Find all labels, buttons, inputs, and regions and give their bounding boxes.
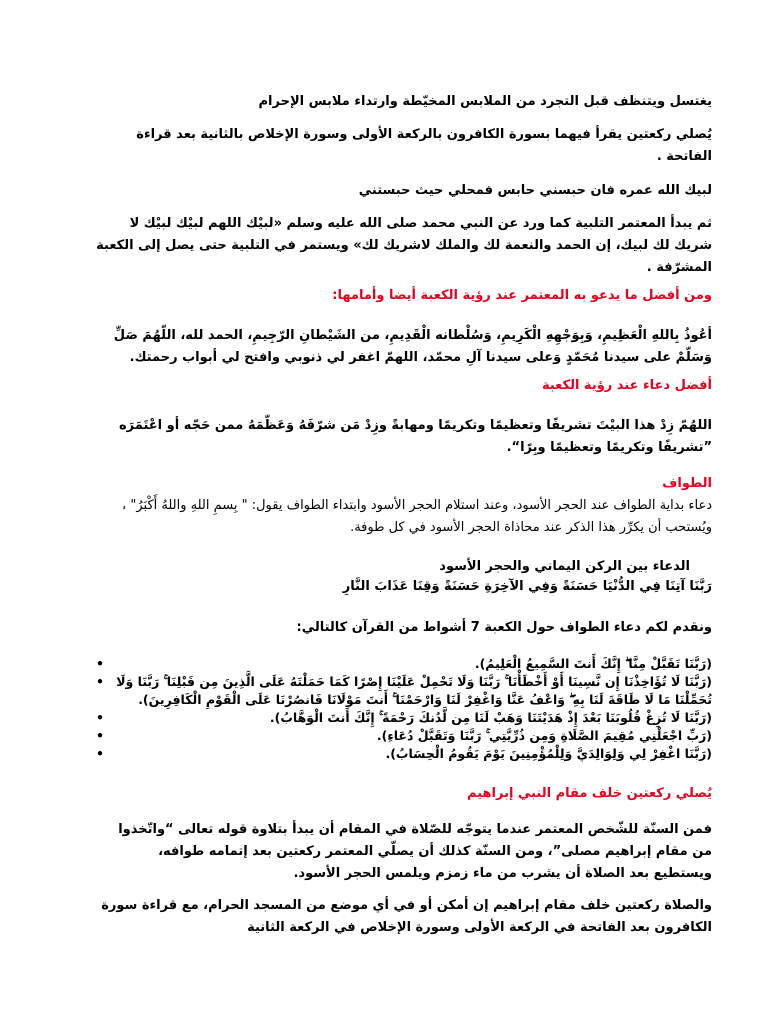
bullet-icon: • xyxy=(96,728,104,743)
list-item: • (رَبَّنَا تَقَبَّلْ مِنَّا ۖ إِنَّكَ أَنتَ السَّمِيعُ الْعَلِيمُ). xyxy=(96,656,712,671)
paragraph-tawaf-start: دعاء بداية الطواف عند الحجر الأسود، وعند استلام الحجر الأسود وابتداء الطواف يقول: " بِسمِ اللهِ واللهُ أَكْبَرُ" ، ويُستحب أن يكرِّر هذا الذكر عند محاذاة الحجر الأسود في كل طوفة. xyxy=(122,498,712,535)
bullet-icon: • xyxy=(96,674,104,689)
list-item: • (رَبِّ اجْعَلْنِي مُقِيمَ الصَّلَاةِ وَمِن ذُرِّيَّتِي ۚ رَبَّنَا وَتَقَبَّلْ دُعَاءِ). xyxy=(96,728,712,743)
paragraph-ghusl: يغتسل ويتنظف قبل التجرد من الملابس المخيّطة وارتداء ملابس الإحرام xyxy=(258,94,712,109)
paragraph-two-rakaat-maqam: والصلاة ركعتين خلف مقام إبراهيم إن أمكن أو في أي موضع من المسجد الحرام، مع قراءة سورة الكافرون بعد الفاتحة في الركعة الأولى وسورة الإخلاص في الركعة الثانية xyxy=(101,898,712,935)
paragraph-allahumma-zid: اللهُمّ زِدْ هذا البيْتَ تشريفًا وتعظيمًا وتكريمًا ومهابةً وزِدْ مَن شرّفَهُ وَعَظّمَهُ ممن حَجّه أو اعْتَمَرَه ”تشريفًا وتكريمًا وتعظيمًا وبِرًا“. xyxy=(119,418,712,455)
heading-tawaf: الطواف xyxy=(662,476,712,491)
paragraph-aoudhu: أعُوذُ بِاللهِ الْعَظِيمِ، وَبِوَجْهِهِ الْكَرِيمِ، وَسُلْطانه الْقَدِيمِ، من الشَيْطانِ الرّجِيمِ، الحمد لله، اللّهُمَ صَلِّ وَسَلّمْ على سيدنا مُحَمّدٍ وَعلى سيدنا آلِ محمّد، اللهمّ اغفر لي ذنوبي وافتح لي أبواب رحمتك. xyxy=(113,328,712,365)
heading-maqam-ibrahim: يُصلي ركعتين خلف مقام النبي إبراهيم xyxy=(467,786,712,801)
list-item: • (رَبَّنَا لَا تُؤَاخِذْنَا إِن نَّسِينَا أَوْ أَخْطَأْنَا ۚ رَبَّنَا وَلَا تَحْمِلْ عَلَيْنَا إِصْرًا كَمَا حَمَلْتَهُ عَلَى الَّذِينَ مِن قَبْلِنَا ۚ رَبَّنَا وَلَا تُحَمِّلْنَا مَا لَا طَاقَةَ لَنَا بِهِ ۖ وَاعْفُ عَنَّا وَاغْفِرْ لَنَا وَارْحَمْنَا ۚ أَنتَ مَوْلَانَا فَانصُرْنَا عَلَى الْقَوْمِ الْكَافِرِينَ). xyxy=(96,674,712,707)
heading-kaaba-dua: أفضل دعاء عند رؤية الكعبة xyxy=(541,378,712,393)
bullet-icon: • xyxy=(96,746,104,761)
paragraph-tawaf-seven: ونقدم لكم دعاء الطواف حول الكعبة 7 أشواط من القرآن كالتالي: xyxy=(296,620,712,635)
paragraph-rabbana-atina: رَبَّنَا آتِنَا فِي الدُّنْيَا حَسَنَةً وَفِي الآخِرَةِ حَسَنَةً وَقِنَا عَذَابَ النَّارِ xyxy=(342,579,712,594)
heading-best-dua: ومن أفضل ما يدعو به المعتمر عند رؤية الكعبة أيضا وأمامها: xyxy=(332,288,712,303)
bullet-icon: • xyxy=(96,656,104,671)
paragraph-two-rakaat: يُصلي ركعتين يقرأ فيهما بسورة الكافرون بالركعة الأولى وسورة الإخلاص بالثانية بعد قراءة الفاتحة . xyxy=(136,127,712,164)
document-page xyxy=(96,76,712,939)
dua-list xyxy=(96,655,712,763)
paragraph-yamani-title: الدعاء بين الركن اليماني والحجر الأسود xyxy=(439,559,690,574)
bullet-icon: • xyxy=(96,710,104,725)
paragraph-sunnah-maqam: فمن السنّة للشّخص المعتمر عندما يتوجّه للصّلاة في المقام أن يبدأ بتلاوة قوله تعالى “واتّخذوا من مقام إبراهيم مصلى”، ومن السنّة كذلك أن يصلّي المعتمر ركعتين بعد إتمامه طوافه، ويستطيع بعد الصلاة أن يشرب من ماء زمزم ويلمس الحجر الأسود. xyxy=(118,822,712,881)
paragraph-talbiyah: ثم يبدأ المعتمر التلبية كما ورد عن النبي محمد صلى الله عليه وسلم «لبيْك اللهم لبيْك لبيْك لا شريك لك لبيك، إن الحمد والنعمة لك والملك لاشريك لك» ويستمر في التلبية حتى يصل إلى الكعبة المشرّفة . xyxy=(96,216,712,275)
list-item: • (رَبَّنَا اغْفِرْ لِي وَلِوَالِدَيَّ وَلِلْمُؤْمِنِينَ يَوْمَ يَقُومُ الْحِسَابُ). xyxy=(96,746,712,761)
list-item: • (رَبَّنَا لَا تُزِغْ قُلُوبَنَا بَعْدَ إِذْ هَدَيْتَنَا وَهَبْ لَنَا مِن لَّدُنكَ رَحْمَةً ۚ إِنَّكَ أَنتَ الْوَهَّابُ). xyxy=(96,710,712,725)
paragraph-labbayk-umrah: لبيك الله عمره فان حبسني حابس فمحلي حيث حبستني xyxy=(358,183,712,198)
